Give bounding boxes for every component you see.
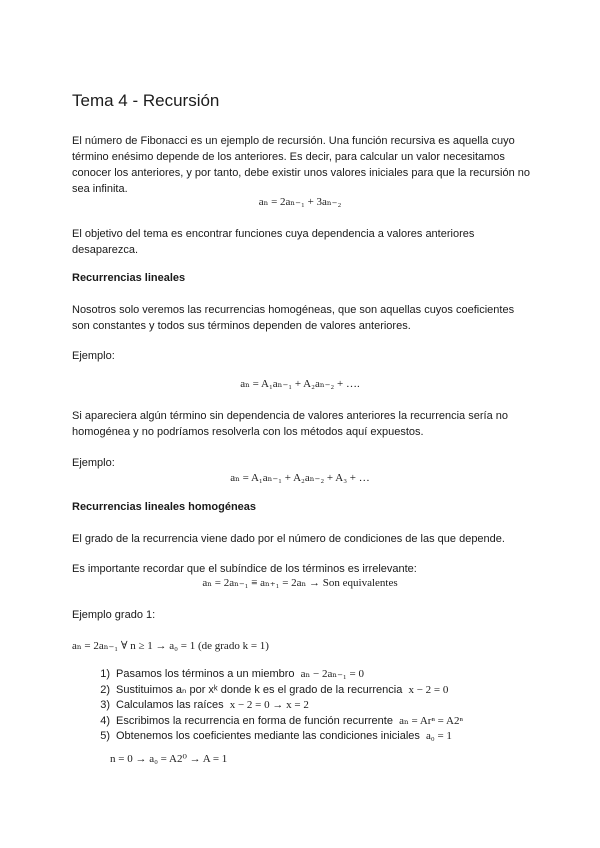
steps-list (88, 667, 558, 745)
list-item: 3) Calculamos las raíces x − 2 = 0 → x = 2 (100, 699, 309, 712)
list-item: 5) Obtenemos los coeficientes mediante las condiciones iniciales a₀ = 1 (100, 730, 452, 743)
list-item: 4) Escribimos la recurrencia en forma de función recurrente aₙ = Arⁿ = A2ⁿ (100, 714, 463, 727)
degree-paragraph: El grado de la recurrencia viene dado por el número de condiciones de las que depende. (72, 533, 505, 545)
linear-paragraph: Nosotros solo veremos las recurrencias homogéneas, que son aquellas cuyos coeficientes son constantes y todos sus términos dependen de valores anteriores. (72, 304, 515, 332)
example-label-2: Ejemplo: (72, 457, 115, 469)
example-grade1-label: Ejemplo grado 1: (72, 609, 156, 621)
nonhomogeneous-paragraph: Si apareciera algún término sin dependencia de valores anteriores la recurrencia sería no homogénea y no podríamos resolverla con los métodos aquí expuestos. (72, 410, 508, 438)
page-title: Tema 4 - Recursión (72, 91, 220, 110)
subindex-paragraph: Es importante recordar que el subíndice de los términos es irrelevante: (72, 563, 417, 575)
objective-paragraph: El objetivo del tema es encontrar funciones cuya dependencia a valores anteriores desaparezca. (72, 228, 475, 256)
list-item: 2) Sustituimos aₙ por xᵏ donde k es el grado de la recurrencia x − 2 = 0 (100, 683, 449, 696)
example-label-1: Ejemplo: (72, 350, 115, 362)
formula-grade1: aₙ = 2aₙ₋₁ ∀ n ≥ 1 → a₀ = 1 (de grado k = 1) (72, 640, 269, 652)
formula-fibonacci: aₙ = 2aₙ₋₁ + 3aₙ₋₂ (258, 196, 342, 208)
step5-detail-formula: n = 0 → a₀ = A2⁰ → A = 1 (110, 753, 228, 765)
list-item: 1) Pasamos los términos a un miembro aₙ − 2aₙ₋₁ = 0 (100, 668, 364, 680)
heading-linear-recurrences: Recurrencias lineales (72, 272, 186, 284)
heading-homogeneous-recurrences: Recurrencias lineales homogéneas (72, 501, 257, 513)
formula-nonhomogeneous: aₙ = A₁aₙ₋₁ + A₂aₙ₋₂ + A₃ + … (230, 472, 370, 484)
formula-linear: aₙ = A₁aₙ₋₁ + A₂aₙ₋₂ + …. (240, 378, 360, 390)
intro-paragraph: El número de Fibonacci es un ejemplo de recursión. Una función recursiva es aquella cuyo término enésimo depende de los anteriores. Es decir, para calcular un valor necesitamos conocer los anteriores, y por tanto, debe existir unos valores iniciales para que la recursión no sea infinita. (72, 135, 530, 195)
formula-equivalence: aₙ = 2aₙ₋₁ ≡ aₙ₊₁ = 2aₙ → Son equivalentes (202, 577, 398, 589)
